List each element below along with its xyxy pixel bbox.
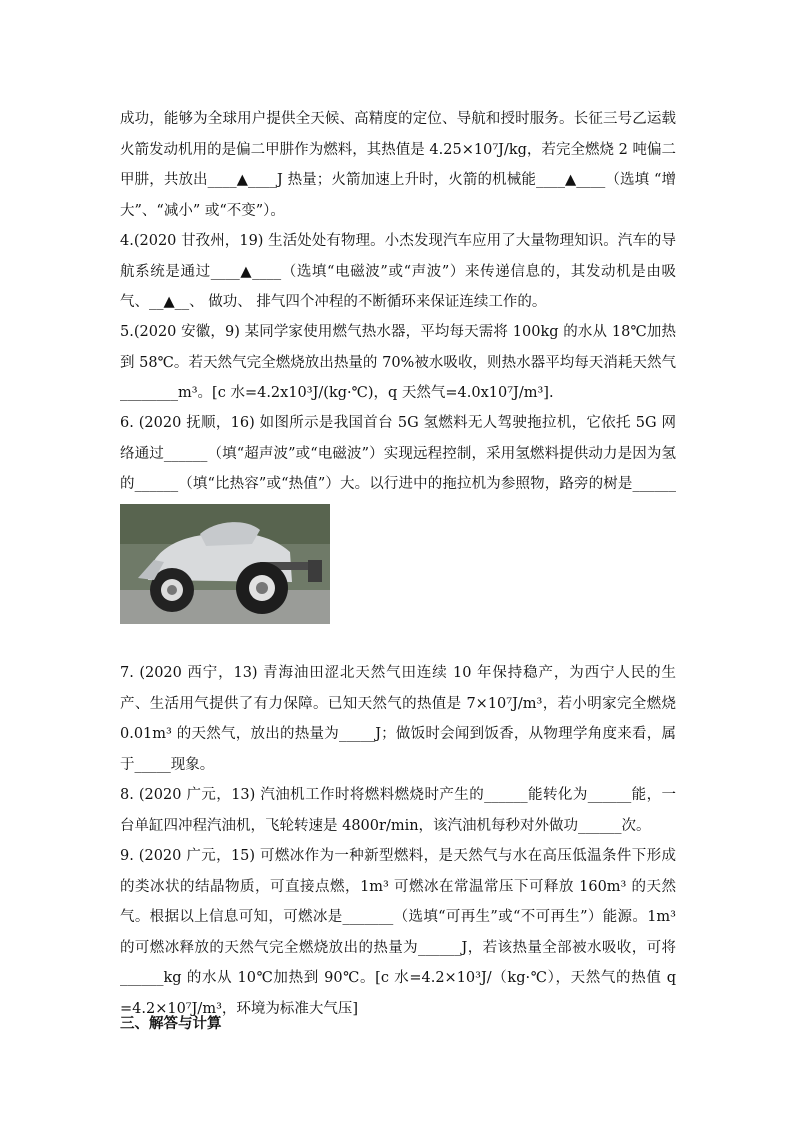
- question-4: 4.(2020 甘孜州，19) 生活处处有物理。小杰发现汽车应用了大量物理知识。汽车的导航系统是通过____▲____（选填“电磁波”或“声波”）来传递信息的，其发动机是由吸气、__▲__、 做功、 排气四个冲程的不断循环来保证连续工作的。: [120, 233, 676, 310]
- section-heading: 三、解答与计算: [120, 1015, 222, 1032]
- question-9: 9. (2020 广元，15) 可燃冰作为一种新型燃料，是天然气与水在高压低温条件下形成的类冰状的结晶物质，可直接点燃，1m³ 可燃冰在常温常压下可释放 160m³ 的天然气。根据以上信息可知，可燃冰是_______（选填“可再生”或“不可再生”）能源。1m³ 的可燃冰释放的天然气完全燃烧放出的热量为______J，若该热量全部被水吸收，可将______kg 的水从 10℃加热到 90℃。[c 水=4.2×10³J/（kg·℃），天然气的热值 q =4.2×10⁷J/m³，环境为标准大气压]: [120, 848, 676, 1017]
- question-6: 6. (2020 抚顺，16) 如图所示是我国首台 5G 氢燃料无人驾驶拖拉机，它依托 5G 网络通过______（填“超声波”或“电磁波”）实现远程控制，采用氢燃料提供动力是因为氢的______（填“比热容”或“热值”）大。以行进中的拖拉机为参照物，路旁的树是______: [120, 415, 676, 492]
- question-7: 7. (2020 西宁，13) 青海油田涩北天然气田连续 10 年保持稳产，为西宁人民的生产、生活用气提供了有力保障。已知天然气的热值是 7×10⁷J/m³，若小明家完全燃烧 0.01m³ 的天然气，放出的热量为_____J；做饭时会闻到饭香，从物理学角度来看，属于_____现象。: [120, 665, 676, 773]
- question-5: 5.(2020 安徽，9) 某同学家使用燃气热水器，平均每天需将 100kg 的水从 18℃加热到 58℃。若天然气完全燃烧放出热量的 70%被水吸收，则热水器平均每天消耗天然气________m³。[c 水=4.2x10³J/(kg·℃)，q 天然气=4.0x10⁷J/m³].: [120, 324, 676, 401]
- tractor-photo: [120, 504, 330, 624]
- question-3-continuation: 成功，能够为全球用户提供全天候、高精度的定位、导航和授时服务。长征三号乙运载火箭发动机用的是偏二甲肼作为燃料，其热值是 4.25×10⁷J/kg，若完全燃烧 2 吨偏二甲肼，共放出____▲____J 热量；火箭加速上升时，火箭的机械能____▲____（选填 “增大”、“减小” 或“不变”）。: [120, 111, 676, 219]
- question-8: 8. (2020 广元，13) 汽油机工作时将燃料燃烧时产生的______能转化为______能，一台单缸四冲程汽油机，飞轮转速是 4800r/min，该汽油机每秒对外做功______次。: [120, 787, 676, 834]
